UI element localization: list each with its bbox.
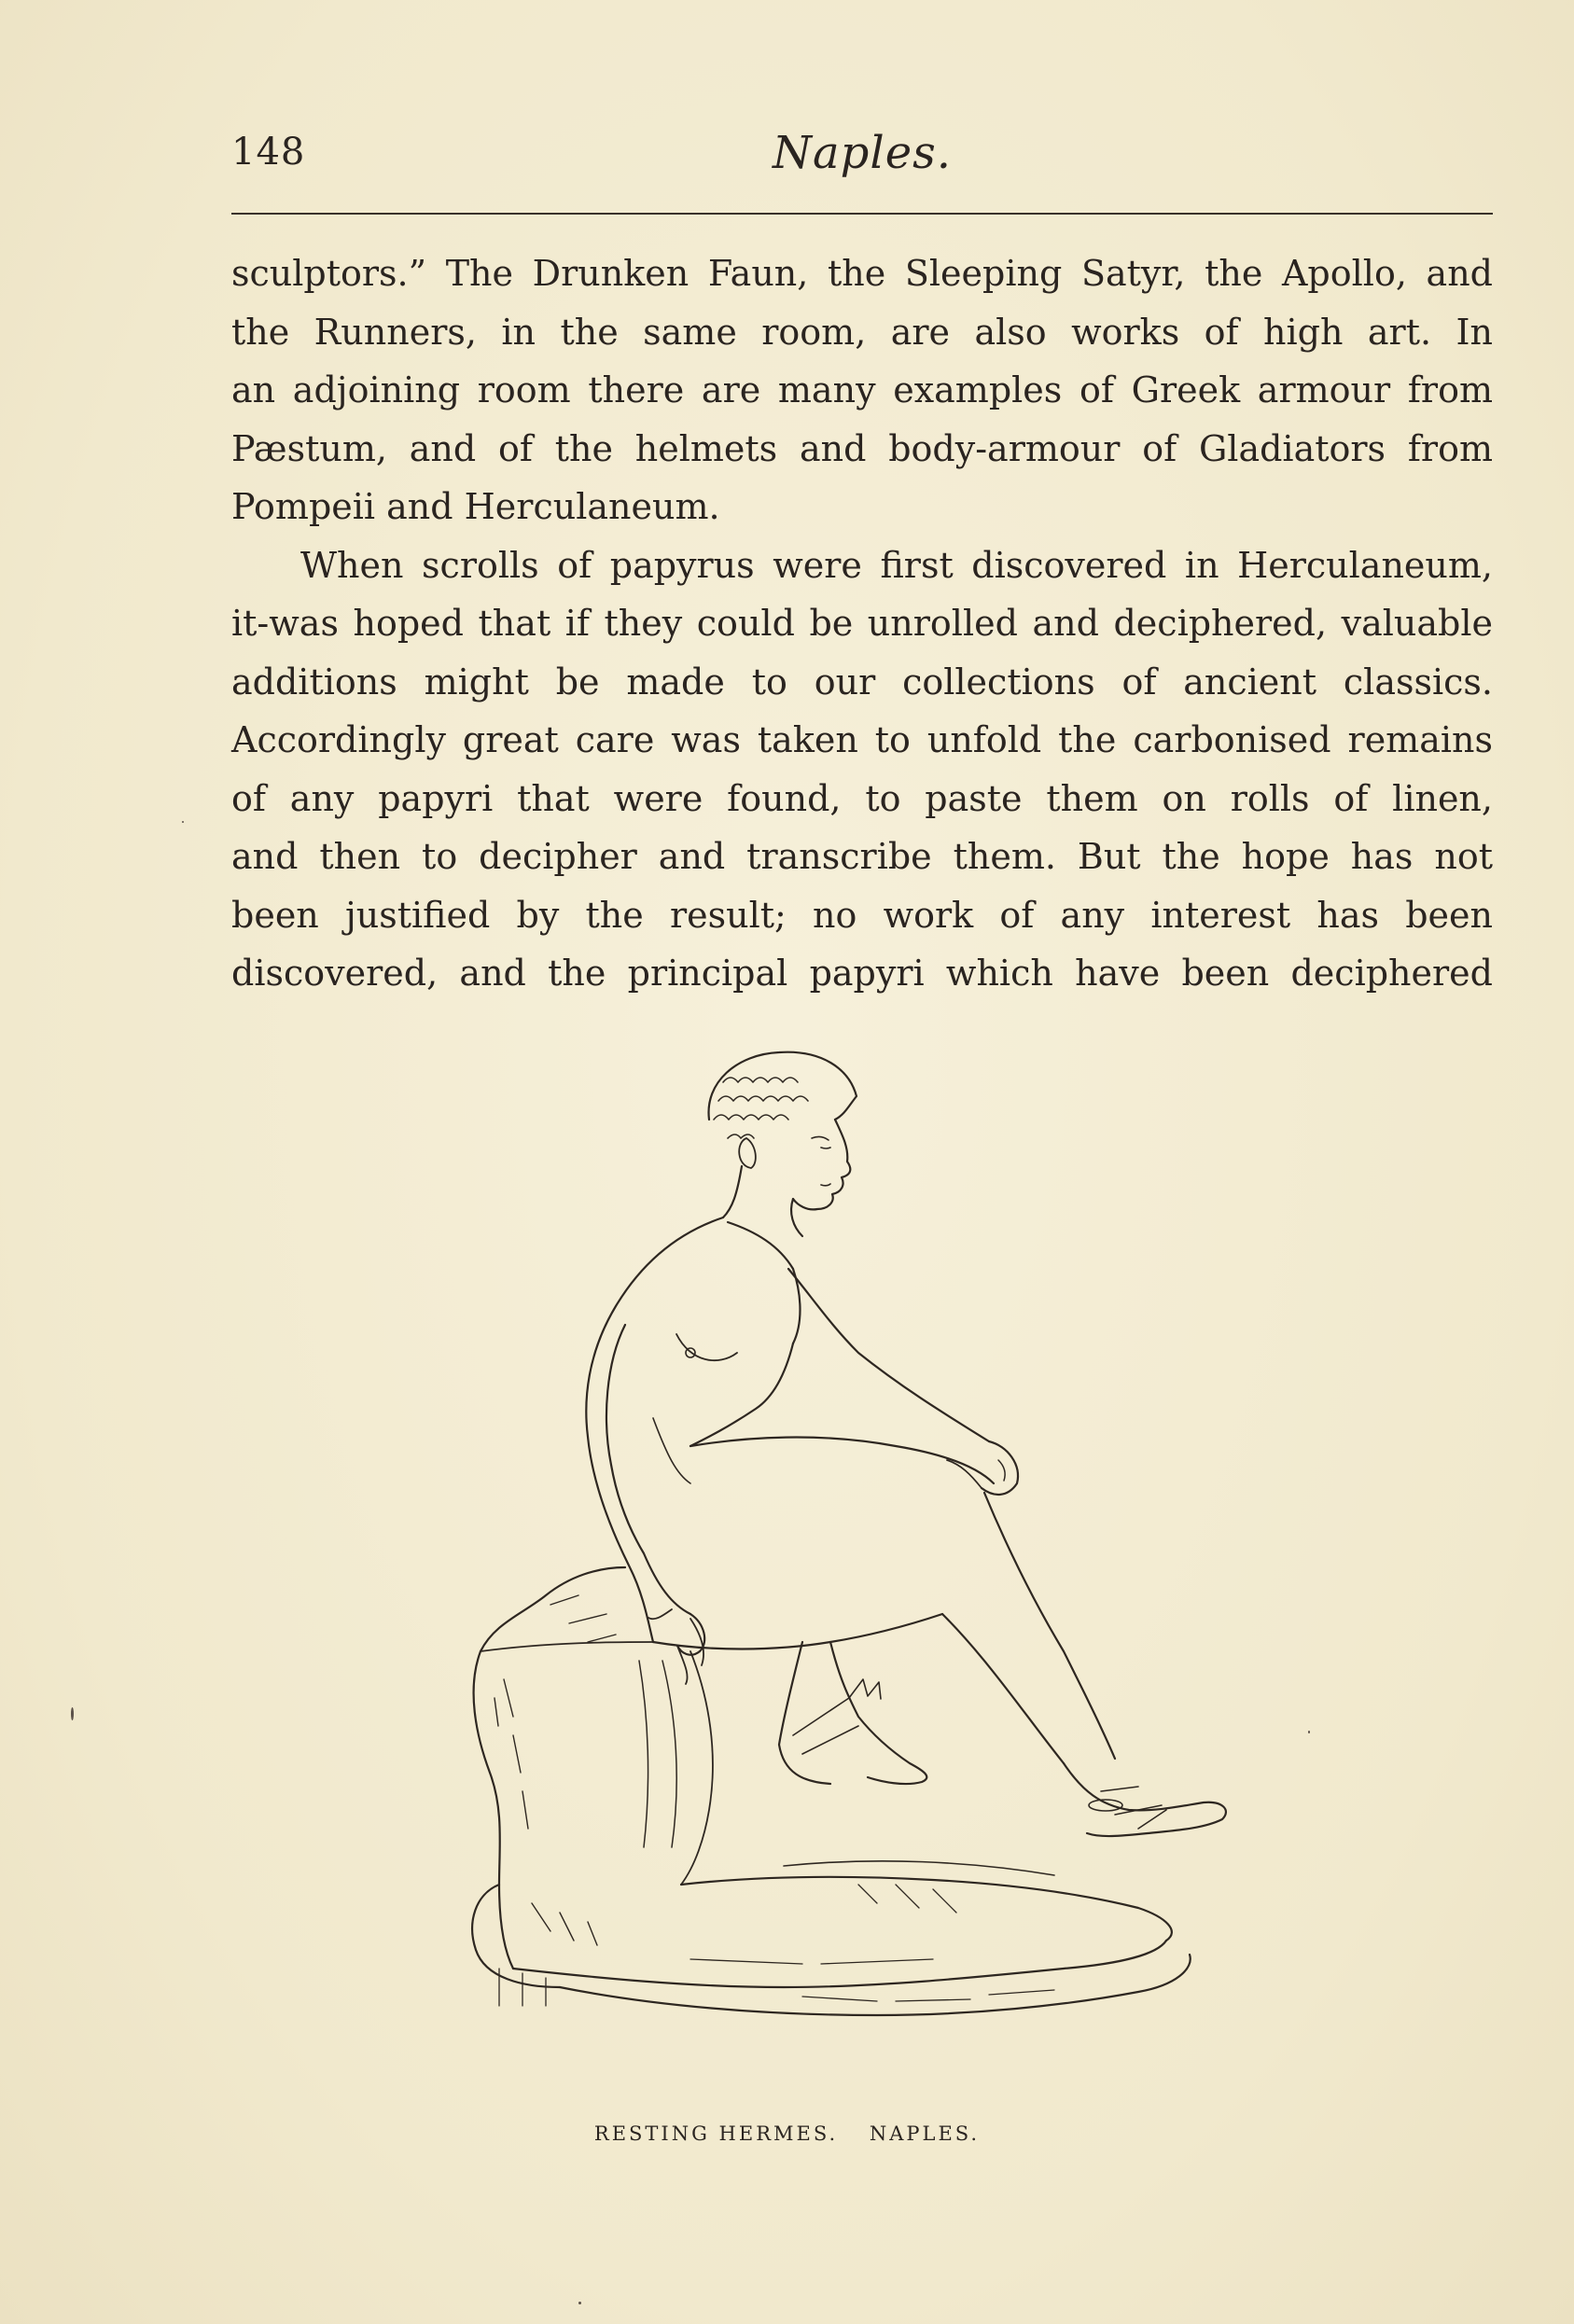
text-line: Accordingly great care was taken to unfold the carbonised remains [231,719,1493,760]
text-line: an adjoining room there are many examples of Greek armour from [231,369,1493,411]
text-line: When scrolls of papyrus were first discovered in Herculaneum, [300,544,1493,586]
text-line: discovered, and the principal papyri which have been deciphered [231,953,1493,994]
paper-speck [71,1707,74,1720]
text-line: Pompeii and Herculaneum. [231,486,720,527]
text-line: and then to decipher and transcribe them. But the hope has not [231,836,1493,877]
text-line: additions might be made to our collections of ancient classics. [231,661,1493,703]
body-text [231,244,1493,1003]
page-header [231,127,1493,215]
figure-caption [0,2122,1574,2145]
resting-hermes-engraving [411,1045,1325,2090]
paper-speck [578,2302,581,2304]
caption-location: NAPLES. [869,2122,981,2145]
paper-speck [182,821,184,823]
text-line: it-was hoped that if they could be unrolled and deciphered, valuable [231,603,1493,644]
text-line: of any papyri that were found, to paste them on rolls of linen, [231,777,1493,819]
statue-illustration [411,1045,1325,2090]
text-line: been justified by the result; no work of any interest has been [231,894,1493,936]
paper-speck [1308,1731,1310,1733]
text-line: Pæstum, and of the helmets and body-armour of Gladiators from [231,427,1493,469]
text-line: the Runners, in the same room, are also works of high art. In [231,311,1493,353]
header-rule [231,213,1493,215]
page-number: 148 [231,131,306,174]
caption-title: RESTING HERMES. [593,2122,839,2145]
running-title: Naples. [773,127,952,179]
text-line: sculptors.” The Drunken Faun, the Sleeping Satyr, the Apollo, and [231,253,1493,294]
